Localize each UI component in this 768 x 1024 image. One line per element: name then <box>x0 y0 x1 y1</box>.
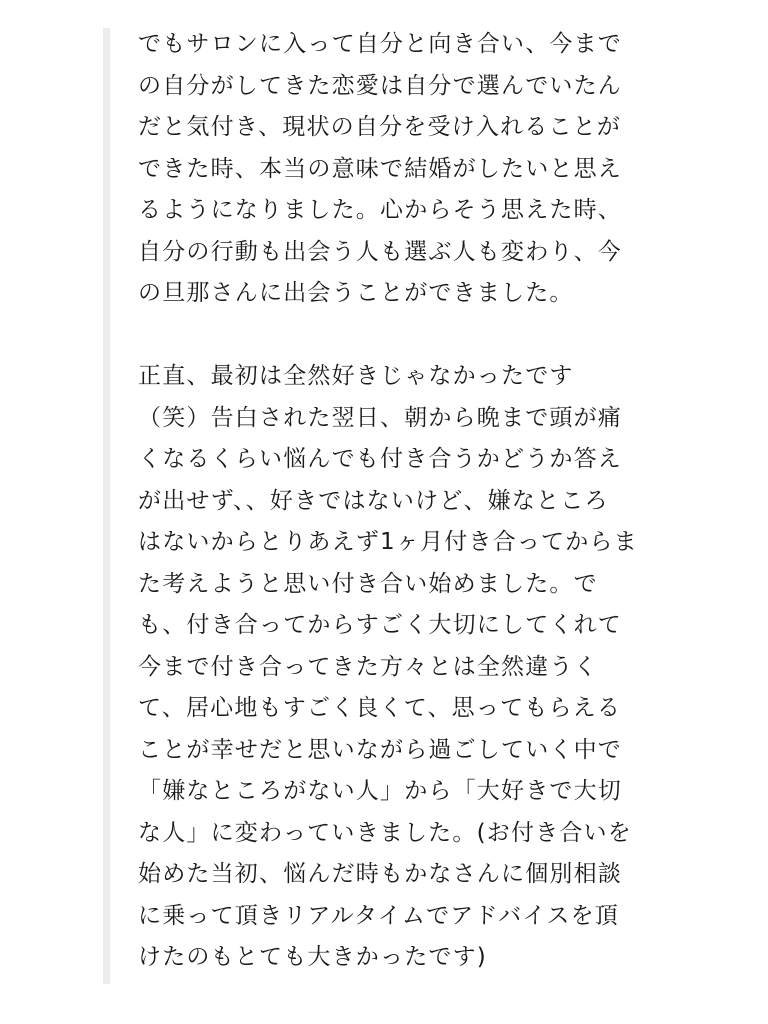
paragraph <box>138 356 758 979</box>
text-line: て、居心地もすごく良くて、思ってもらえる <box>138 695 622 721</box>
text-line: ことが幸せだと思いながら過ごしていく中で <box>138 736 622 763</box>
text-line: 始めた当初、悩んだ時もかなさんに個別相談 <box>138 861 622 887</box>
text-line: 今まで付き合ってきた方々とは全然違うく <box>138 653 598 680</box>
text-line: くなるくらい悩んでも付き合うかどうか答え <box>138 446 622 472</box>
text-line: の旦那さんに出会うことができました。 <box>138 280 574 306</box>
text-line: （笑）告白された翌日、朝から晩まで頭が痛 <box>138 404 622 431</box>
text-line: が出せず、、好きではないけど、嫌なところ <box>138 487 609 514</box>
text-line: に乗って頂きリアルタイムでアドバイスを頂 <box>138 902 620 929</box>
text-line: 「嫌なところがない人」から「大好きで大切 <box>138 778 622 804</box>
paragraph <box>138 24 758 315</box>
paragraph-spacer <box>138 315 758 357</box>
text-line: はないからとりあえず1ヶ月付き合ってからま <box>138 529 638 555</box>
text-line: るようになりました。心からそう思えた時、 <box>138 197 622 223</box>
text-line: な人」に変わっていきました。(お付き合いを <box>138 819 632 846</box>
blockquote-bar <box>103 28 110 984</box>
text-line: た考えようと思い付き合い始めました。で <box>138 570 598 597</box>
text-line: できた時、本当の意味で結婚がしたいと思え <box>138 155 622 182</box>
blockquote-text <box>138 24 758 979</box>
text-line: の自分がしてきた恋愛は自分で選んでいたん <box>138 72 622 99</box>
text-line: も、付き合ってからすごく大切にしてくれて <box>138 612 622 638</box>
text-line: でもサロンに入って自分と向き合い、今まで <box>138 31 622 57</box>
text-line: 自分の行動も出会う人も選ぶ人も変わり、今 <box>138 238 622 265</box>
text-line: だと気付き、現状の自分を受け入れることが <box>138 114 622 140</box>
text-line: けたのもとても大きかったです) <box>138 944 487 970</box>
text-line: 正直、最初は全然好きじゃなかったです <box>138 363 574 389</box>
